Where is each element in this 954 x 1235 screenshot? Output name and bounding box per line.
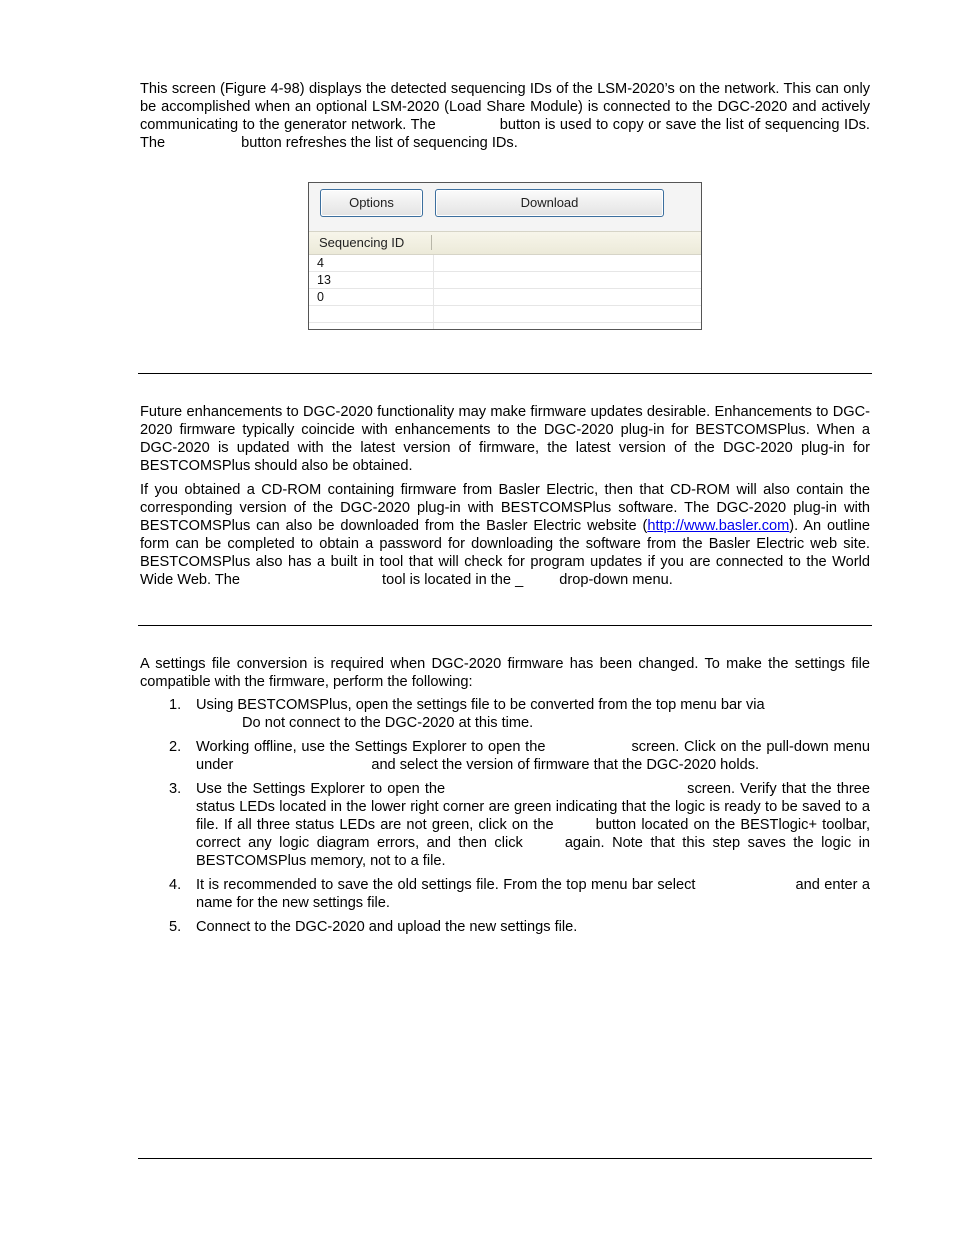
step-number: 1. xyxy=(169,697,182,713)
step-text: It is recommended to save the old settings file. From the top menu bar select xyxy=(196,877,696,893)
sequencing-id-figure xyxy=(308,182,702,330)
intro-text-b: button is used to copy or save the list of sequencing IDs. The xyxy=(140,117,870,151)
list-item xyxy=(169,918,870,936)
column-header-row xyxy=(309,231,701,255)
intro-paragraph xyxy=(140,80,870,152)
table-row[interactable] xyxy=(309,272,701,289)
column-separator[interactable] xyxy=(431,235,432,250)
sequencing-id-cell: 4 xyxy=(317,256,324,270)
firmware-p2-text-e: drop-down menu. xyxy=(559,572,673,588)
firmware-p2-text-b: ). An outline form can be completed to obtain a password for downloading the software from the Basler Electric web site. BESTCOMSPlus also has a built in tool that will check for program updates if you are connected to the World Wide Web. The xyxy=(140,518,870,588)
step-text: Using BESTCOMSPlus, open the settings file to be converted from the top menu bar via xyxy=(196,697,765,713)
options-button[interactable]: Options xyxy=(320,189,423,217)
step-text: again. Note that this step saves the logic in BESTCOMSPlus memory, not to a file. xyxy=(196,835,870,869)
list-item xyxy=(169,738,870,774)
step-number: 4. xyxy=(169,877,182,893)
step-text: button located on the BESTlogic+ toolbar, correct any logic diagram errors, and then click xyxy=(196,817,871,851)
intro-text-c: button refreshes the list of sequencing IDs. xyxy=(241,135,518,151)
table-row[interactable] xyxy=(309,306,701,323)
firmware-p2-placeholder: _ xyxy=(515,572,524,588)
sequencing-id-cell: 0 xyxy=(317,290,324,304)
firmware-paragraph-1: Future enhancements to DGC-2020 functionality may make firmware updates desirable. Enhancements to DGC-2020 firmware typically coincide with enhancements to the DGC-2020 plug-in for BESTCOMSPlus. When a DGC-2020 is updated with the latest version of firmware, the latest version of the DGC-2020 plug-in for BESTCOMSPlus should also be obtained. xyxy=(140,404,870,474)
step-text: and enter a name for the new settings file. xyxy=(196,877,870,911)
step-number: 2. xyxy=(169,739,182,755)
sequencing-id-grid xyxy=(309,255,701,329)
step-text: screen. Click on the pull-down menu under xyxy=(196,739,870,773)
step-text: Connect to the DGC-2020 and upload the new settings file. xyxy=(196,919,578,935)
step-number: 5. xyxy=(169,919,182,935)
firmware-p2-text-a: If you obtained a CD-ROM containing firmware from Basler Electric, then that CD-ROM will also contain the corresponding version of the DGC-2020 plug-in with BESTCOMSPlus software. The DGC-2020 plug-in with BESTCOMSPlus can also be downloaded from the Basler Electric website ( xyxy=(140,482,870,534)
sequencing-id-cell: 13 xyxy=(317,273,331,287)
firmware-p2-text-c: tool is located in the xyxy=(382,572,512,588)
step-text: Working offline, use the Settings Explorer to open the xyxy=(196,739,546,755)
step-text: and select the version of firmware that the DGC-2020 holds. xyxy=(371,757,760,773)
section-divider xyxy=(138,625,872,626)
step-text: Use the Settings Explorer to open the xyxy=(196,781,446,797)
section-divider xyxy=(138,373,872,374)
sequencing-id-header[interactable]: Sequencing ID xyxy=(319,235,405,250)
intro-text-a: This screen (Figure 4-98) displays the detected sequencing IDs of the LSM-2020’s on the network. This can only be accomplished when an optional LSM-2020 (Load Share Module) is connected to the DGC-2020 and actively communicating to the generator network. The xyxy=(140,81,870,133)
basler-website-link[interactable]: http://www.basler.com xyxy=(647,518,790,534)
step-text: screen. Verify that the three status LEDs located in the lower right corner are green indicating that the logic is ready to be saved to a file. If all three status LEDs are not green, click on the xyxy=(196,781,870,833)
download-button[interactable]: Download xyxy=(435,189,664,217)
firmware-paragraph-2 xyxy=(140,481,870,589)
list-item xyxy=(169,876,870,912)
conversion-intro: A settings file conversion is required when DGC-2020 firmware has been changed. To make the settings file compatible with the firmware, perform the following: xyxy=(140,656,870,690)
conversion-steps xyxy=(169,696,871,942)
table-row[interactable] xyxy=(309,289,701,306)
table-row[interactable] xyxy=(309,255,701,272)
footer-divider xyxy=(138,1158,872,1159)
list-item xyxy=(169,696,870,732)
list-item xyxy=(169,780,871,870)
step-number: 3. xyxy=(169,781,182,797)
step-text: Do not connect to the DGC-2020 at this time. xyxy=(242,715,534,731)
